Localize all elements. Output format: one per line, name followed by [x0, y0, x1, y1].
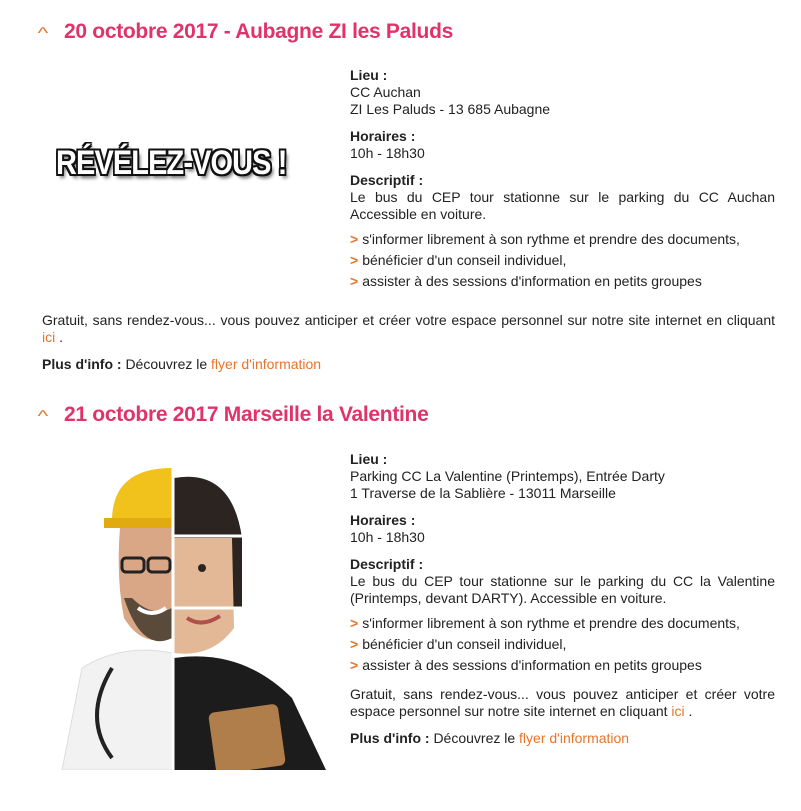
chevron-up-icon[interactable]: ^	[37, 408, 49, 425]
horaires-block	[350, 512, 775, 546]
event2-title[interactable]: 21 octobre 2017 Marseille la Valentine	[64, 403, 429, 426]
arrow-right-icon: >	[350, 615, 359, 631]
event2-heading[interactable]	[37, 403, 429, 427]
event2-plus-info: Plus d'info : Découvrez le flyer d'information	[350, 730, 630, 746]
lieu-line2: ZI Les Paluds - 13 685 Aubagne	[350, 101, 551, 117]
list-item: > bénéficier d'un conseil individuel,	[350, 636, 567, 652]
lieu-line2: 1 Traverse de la Sablière - 13011 Marseille	[350, 485, 616, 501]
event1-plus-info: Plus d'info : Découvrez le flyer d'information	[42, 356, 322, 372]
descriptif-text: Le bus du CEP tour stationne sur le parking du CC la Valentine (Printemps, devant DARTY). Accessible en voiture.	[350, 573, 775, 606]
event1-details	[350, 67, 775, 292]
list-item: > s'informer librement à son rythme et prendre des documents,	[350, 615, 740, 631]
chevron-up-icon[interactable]: ^	[37, 25, 49, 42]
professionals-collage-image	[42, 458, 326, 770]
lieu-label: Lieu :	[350, 67, 388, 83]
horaires-value: 10h - 18h30	[350, 529, 425, 545]
horaires-value: 10h - 18h30	[350, 145, 425, 161]
horaires-label: Horaires :	[350, 128, 416, 144]
list-item: > assister à des sessions d'information en petits groupes	[350, 273, 702, 289]
lieu-label: Lieu :	[350, 451, 388, 467]
arrow-right-icon: >	[350, 657, 359, 673]
event1-title[interactable]: 20 octobre 2017 - Aubagne ZI les Paluds	[64, 20, 453, 43]
descriptif-label: Descriptif :	[350, 556, 424, 572]
ici-link[interactable]: ici	[42, 329, 56, 345]
services-list	[350, 229, 775, 292]
lieu-line1: Parking CC La Valentine (Printemps), Entrée Darty	[350, 468, 665, 484]
event1-gratuit-paragraph: Gratuit, sans rendez-vous... vous pouvez anticiper et créer votre espace personnel sur notre site internet en cliquant ici .	[42, 312, 775, 345]
list-item: > assister à des sessions d'information en petits groupes	[350, 657, 702, 673]
list-item: > s'informer librement à son rythme et prendre des documents,	[350, 231, 740, 247]
descriptif-block	[350, 172, 775, 292]
lieu-block	[350, 451, 775, 502]
event1-heading[interactable]	[37, 20, 453, 44]
flyer-link[interactable]: flyer d'information	[211, 356, 322, 372]
list-item: > bénéficier d'un conseil individuel,	[350, 252, 567, 268]
horaires-label: Horaires :	[350, 512, 416, 528]
plus-info-label: Plus d'info :	[42, 356, 122, 372]
arrow-right-icon: >	[350, 273, 359, 289]
event2-gratuit-paragraph: Gratuit, sans rendez-vous... vous pouvez anticiper et créer votre espace personnel sur notre site internet en cliquant ici .	[350, 686, 775, 719]
flyer-link[interactable]: flyer d'information	[519, 730, 630, 746]
lieu-line1: CC Auchan	[350, 84, 421, 100]
ici-link[interactable]: ici	[671, 703, 685, 719]
arrow-right-icon: >	[350, 231, 359, 247]
services-list	[350, 613, 775, 676]
descriptif-label: Descriptif :	[350, 172, 424, 188]
arrow-right-icon: >	[350, 252, 359, 268]
event2-details	[350, 451, 775, 747]
descriptif-text: Le bus du CEP tour stationne sur le parking du CC Auchan Accessible en voiture.	[350, 189, 775, 222]
revelez-vous-banner: RÉVÉLEZ-VOUS !	[56, 144, 287, 182]
arrow-right-icon: >	[350, 636, 359, 652]
lieu-block	[350, 67, 775, 118]
horaires-block	[350, 128, 775, 162]
plus-info-label: Plus d'info :	[350, 730, 430, 746]
descriptif-block	[350, 556, 775, 676]
